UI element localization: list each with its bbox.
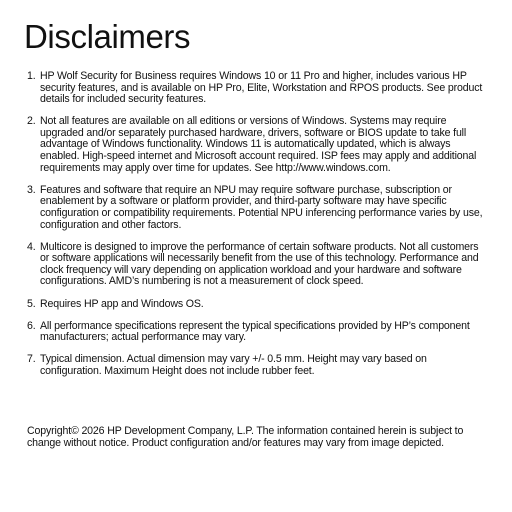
copyright-notice: Copyright© 2026 HP Development Company, L.P. The information contained herein is subject to change without notice. Product configuration and/or features may vary from image depicted.	[27, 425, 464, 449]
item-number: 5.	[27, 297, 36, 310]
disclaimer-item-1	[27, 71, 490, 106]
item-text: Requires HP app and Windows OS.	[40, 297, 204, 310]
disclaimer-item-7	[27, 354, 490, 377]
item-text: Multicore is designed to improve the performance of certain software products. Not all customers or software applications will necessarily benefit from the use of this technology. Performance and clock frequency will vary depending on application workload and your hardware and software configurations. AMD’s numbering is not a measurement of clock speed.	[40, 240, 479, 288]
item-text: Features and software that require an NPU may require software purchase, subscription or enablement by a software or platform provider, and third-party software may have specific configuration or compatibility requirements. Potential NPU inferencing performance varies by use, configuration and other factors.	[40, 183, 483, 231]
item-text: All performance specifications represent the typical specifications provided by HP’s component manufacturers; actual performance may vary.	[40, 319, 470, 344]
item-number: 2.	[27, 115, 36, 128]
item-text: Not all features are available on all editions or versions of Windows. Systems may require upgraded and/or separately purchased hardware, drivers, software or BIOS update to take full advantage of Windows functionality. Windows 11 is automatically updated, which is always enabled. High-speed internet and Microsoft account required. ISP fees may apply and additional requirements may apply over time for updates. See http://www.windows.com.	[40, 115, 477, 174]
item-text: Typical dimension. Actual dimension may vary +/- 0.5 mm. Height may vary based on configuration. Maximum Height does not include rubber feet.	[40, 353, 427, 377]
disclaimer-item-2	[27, 116, 490, 174]
item-number: 4.	[27, 240, 36, 253]
item-number: 7.	[27, 353, 36, 366]
disclaimer-item-3	[27, 185, 490, 231]
disclaimer-item-5	[27, 299, 490, 311]
item-number: 1.	[27, 70, 36, 82]
item-number: 6.	[27, 319, 36, 332]
disclaimer-item-6	[27, 321, 490, 344]
disclaimer-item-4	[27, 242, 490, 288]
disclaimer-list	[27, 71, 490, 388]
item-text: HP Wolf Security for Business requires Windows 10 or 11 Pro and higher, includes various HP security features, and is available on HP Pro, Elite, Workstation and RPOS products. See product details for included security features.	[40, 70, 483, 106]
item-number: 3.	[27, 183, 36, 196]
page-title: Disclaimers	[24, 18, 191, 55]
